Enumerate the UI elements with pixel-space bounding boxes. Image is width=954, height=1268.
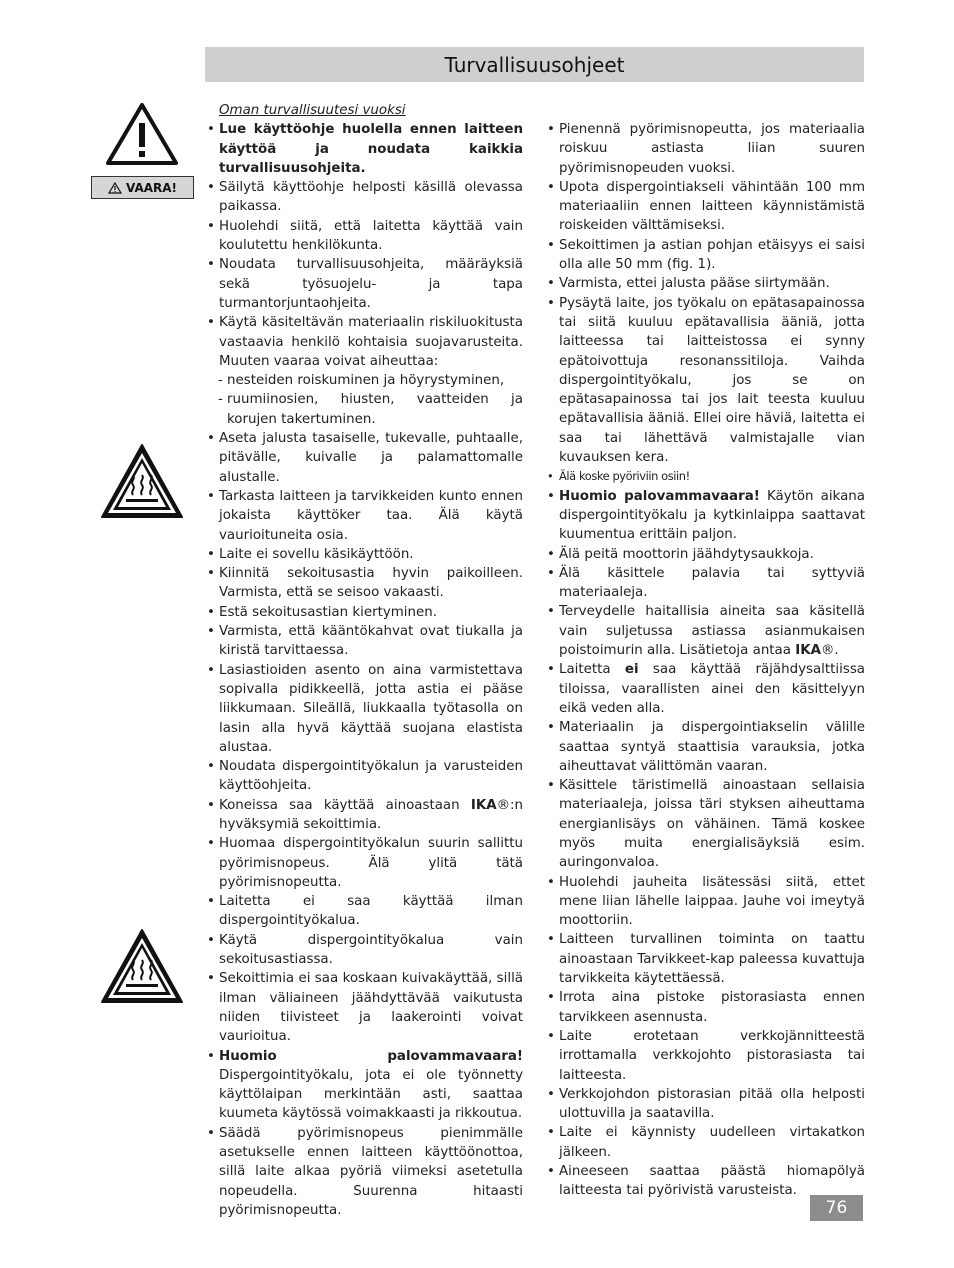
list-item: • Laitetta ei saa käyttää räjähdysalttiissa tiloissa, vaarallisten ainei den käsittelyyn eikä veden alla.	[559, 660, 865, 718]
left-column	[219, 101, 523, 1220]
list-item: • Huolehdi siitä, että laitetta käyttää vain koulutettu henkilökunta.	[219, 217, 523, 256]
list-item: • Materiaalin ja dispergointiakselin välille saattaa syntyä staattisia varauksia, jotka aiheuttavat välittömän vaaran.	[559, 718, 865, 776]
list-item: • Varmista, ettei jalusta pääse siirtymään.	[559, 274, 865, 293]
list-item: • Irrota aina pistoke pistorasiasta ennen tarvikkeen asennusta.	[559, 988, 865, 1027]
list-item: • Aseta jalusta tasaiselle, tukevalle, puhtaalle, pitävälle, kuivalle ja palamattomalle alustalle.	[219, 429, 523, 487]
list-item: • Laitetta ei saa käyttää ilman dispergointityökalua.	[219, 892, 523, 931]
list-item: • Huomio palovammavaara! Dispergointityökalu, jota ei ole työnnetty käyttölaipan merkintään asti, saattaa kuumeta käytössä voimakkaasti ja rikkoutua.	[219, 1047, 523, 1124]
brand-ika: IKA	[470, 797, 497, 813]
list-item: • Käsittele täristimellä ainoastaan sellaisia materiaaleja, joissa täri styksen aiheuttama energianlisäys on vähäinen. Tämä koskee myös muita energialisäyksiä esim. auringonvaloa.	[559, 776, 865, 872]
list-item: • Varmista, että kääntökahvat ovat tiukalla ja kiristä tarvittaessa.	[219, 622, 523, 661]
list-item: • Käytä käsiteltävän materiaalin riskiluokitusta vastaavia henkilö kohtaisia suojavarusteita. Muuten vaaraa voivat aiheuttaa:	[219, 313, 523, 371]
hot-surface-icon	[100, 443, 184, 519]
sub-list-item: - ruumiinosien, hiusten, vaatteiden ja korujen takertuminen.	[219, 390, 523, 429]
list-item: • Noudata dispergointityökalun ja varusteiden käyttöohjeita.	[219, 757, 523, 796]
hot-surface-icon	[100, 928, 184, 1004]
list-item: • Estä sekoitusastian kiertyminen.	[219, 603, 523, 622]
list-item: • Terveydelle haitallisia aineita saa käsitellä vain suljetussa astiassa asianmukaisen poistoimurin alla. Lisätietoja antaa IKA®.	[559, 602, 865, 660]
brand-ika: IKA	[795, 643, 821, 659]
page-title: Turvallisuusohjeet	[205, 47, 864, 82]
list-item: • Älä käsittele palavia tai syttyviä materiaaleja.	[559, 564, 865, 603]
right-column	[559, 120, 865, 1201]
list-item: • Laite erotetaan verkkojännitteestä irrottamalla verkkojohto pistorasiasta tai laitteesta.	[559, 1027, 865, 1085]
list-item: • Verkkojohdon pistorasian pitää olla helposti ulottuvilla ja saatavilla.	[559, 1085, 865, 1124]
list-item: • Upota dispergointiakseli vähintään 100 mm materiaaliin ennen laitteen käynnistämistä roiskeiden välttämiseksi.	[559, 178, 865, 236]
list-item: • Älä koske pyöriviin osiin!	[559, 467, 865, 486]
list-item: • Laitteen turvallinen toiminta on taattu ainoastaan Tarvikkeet-kap paleessa kuvattuja tarvikkeita käytettäessä.	[559, 930, 865, 988]
list-item: • Huolehdi jauheita lisätessäsi siitä, ettet mene liian lähelle laippaa. Jauhe voi imeytyä moottoriin.	[559, 873, 865, 931]
list-item: • Sekoittimia ei saa koskaan kuivakäyttää, sillä ilman väliaineen jäähdyttävää vaikutusta niiden tiivisteet ja laakerointi voivat vaurioitua.	[219, 969, 523, 1046]
list-item: • Lue käyttöohje huolella ennen laitteen käyttöä ja noudata kaikkia turvallisuusohjeita.	[219, 120, 523, 178]
list-item: • Laite ei sovellu käsikäyttöön.	[219, 545, 523, 564]
list-item: • Käytä dispergointityökalua vain sekoitusastiassa.	[219, 931, 523, 970]
list-item: • Sekoittimen ja astian pohjan etäisyys ei saisi olla alle 50 mm (fig. 1).	[559, 236, 865, 275]
list-item: • Koneissa saa käyttää ainoastaan IKA®:n hyväksymiä sekoittimia.	[219, 796, 523, 835]
list-item: • Säädä pyörimisnopeus pienimmälle asetukselle ennen laitteen käyttöönottoa, sillä laite alkaa pyöriä viimeksi asetetulla nopeudella. Suurenna hitaasti pyörimisnopeutta.	[219, 1124, 523, 1220]
list-item: • Älä peitä moottorin jäähdytysaukkoja.	[559, 545, 865, 564]
sub-list-item: - nesteiden roiskuminen ja höyrystyminen,	[219, 371, 523, 390]
list-item: • Noudata turvallisuusohjeita, määräyksiä sekä työsuojelu- ja tapa turmantorjuntaohjeita.	[219, 255, 523, 313]
page-number: 76	[810, 1195, 863, 1221]
list-item: • Huomio palovammavaara! Käytön aikana dispergointityökalu ja kytkinlaippa saattavat kuumentua erittäin paljon.	[559, 487, 865, 545]
list-item: • Huomaa dispergointityökalun suurin sallittu pyörimisnopeus. Älä ylitä tätä pyörimisnopeutta.	[219, 834, 523, 892]
list-item: • Säilytä käyttöohje helposti käsillä olevassa paikassa.	[219, 178, 523, 217]
list-item: • Tarkasta laitteen ja tarvikkeiden kunto ennen jokaista käyttöker taa. Älä käytä vaurioituneita osia.	[219, 487, 523, 545]
warning-label-text: VAARA!	[125, 180, 178, 195]
warning-exclamation-icon	[106, 103, 178, 165]
warning-label	[91, 176, 194, 199]
list-item: • Aineeseen saattaa päästä hiomapölyä laitteesta tai pyörivistä varusteista.	[559, 1162, 865, 1201]
list-item: • Pysäytä laite, jos työkalu on epätasapainossa tai siitä kuuluu epätavallisia ääniä, jotta laitteessa tai laitteistossa ei synny epätoivottuja resonanssitiloja. Vaihda dispergointityökalu, jos se on epätasapainossa tai jos lait teesta kuuluu epätavallisia ääniä. Ellei oire häviä, laitetta ei saa tai lähettävä valmistajalle vian kuvauksen kera.	[559, 294, 865, 468]
list-item: • Laite ei käynnisty uudelleen virtakatkon jälkeen.	[559, 1123, 865, 1162]
section-subtitle: Oman turvallisuutesi vuoksi	[219, 103, 406, 118]
small-warning-icon	[108, 182, 122, 194]
list-item: • Pienennä pyörimisnopeutta, jos materiaalia roiskuu astiasta liian suuren pyörimisnopeuden vuoksi.	[559, 120, 865, 178]
list-item: • Lasiastioiden asento on aina varmistettava sopivalla pidikkeellä, jotta astia ei pääse liikkumaan. Sileällä, liukkaalla työtasolla on lasin alla hyvä käyttää suojana elastista alustaa.	[219, 661, 523, 757]
list-item: • Kiinnitä sekoitusastia hyvin paikoilleen. Varmista, että se seisoo vakaasti.	[219, 564, 523, 603]
